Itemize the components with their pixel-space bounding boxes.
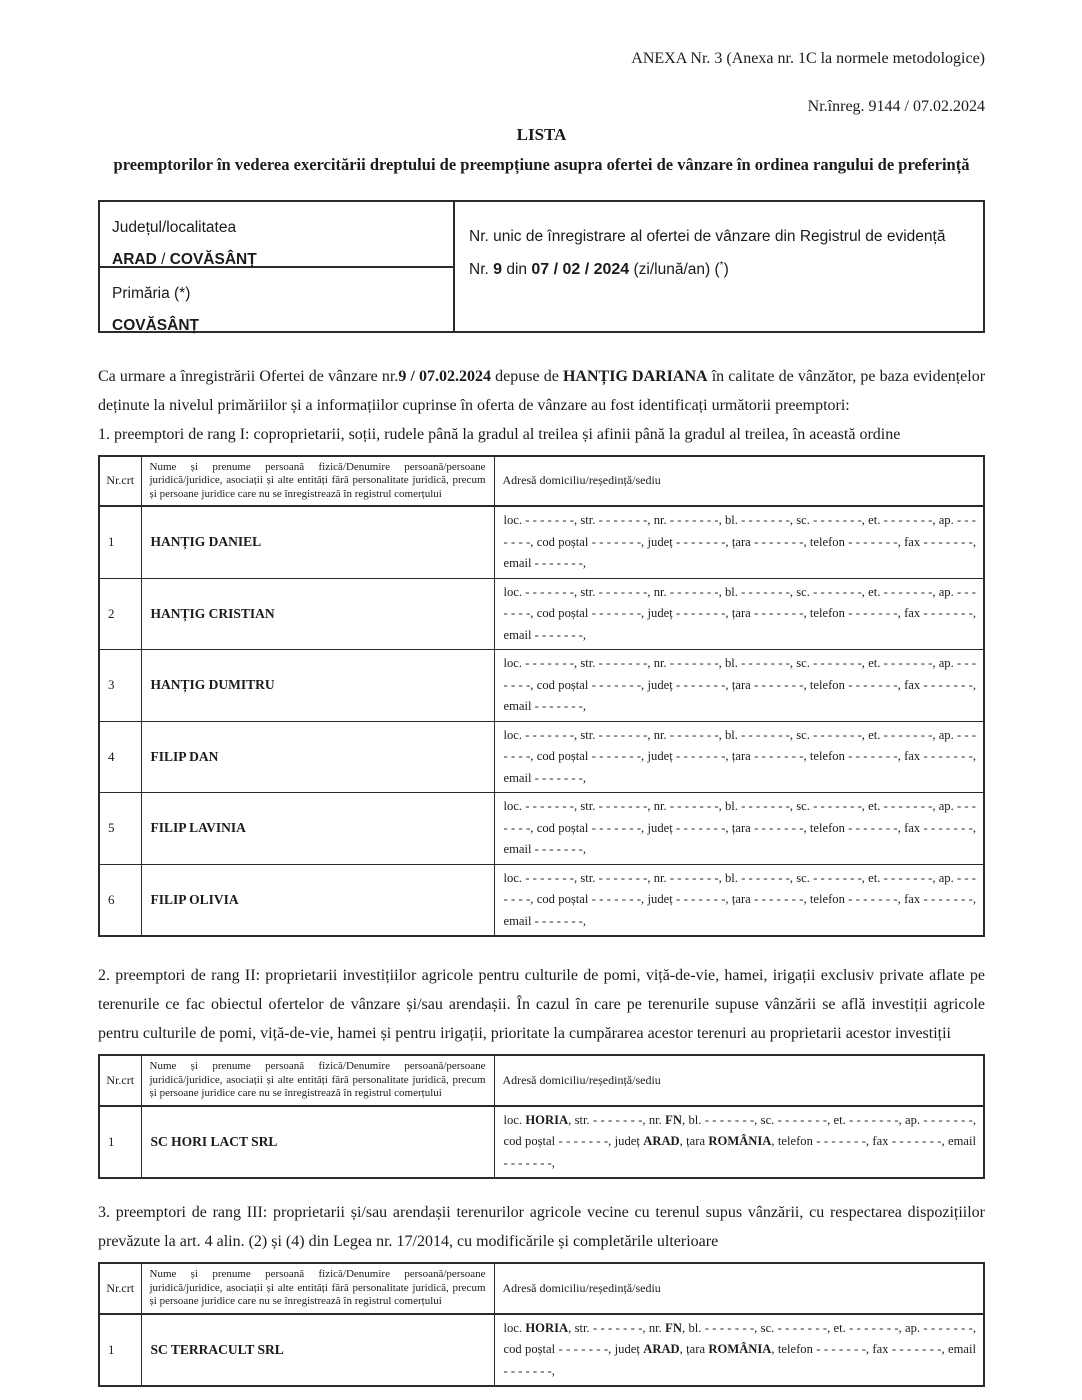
county-value: ARAD bbox=[112, 250, 157, 268]
table-row bbox=[99, 650, 984, 722]
table-row bbox=[99, 721, 984, 793]
seller-name: HANȚIG DARIANA bbox=[562, 367, 708, 385]
reg-suffix: (zi/lună/an) ( bbox=[629, 260, 720, 278]
address-country-value: ROMÂNIA bbox=[708, 1134, 772, 1148]
rank3-preemptors-table bbox=[98, 1262, 985, 1387]
table-header-row bbox=[99, 1263, 984, 1314]
address-text: , țara bbox=[679, 1342, 709, 1356]
column-header-name: Nume și prenume persoană fizică/Denumire persoană/persoane juridică/juridice, asociații și alte entități fără personalitate juridică, precum și persoane juridice care nu se înregistrează în registrul comerțului bbox=[141, 1263, 494, 1314]
annex-reference-line: ANEXA Nr. 3 (Anexa nr. 1C la normele metodologice) bbox=[631, 50, 985, 67]
row-number-cell: 2 bbox=[99, 578, 141, 650]
preemptor-name-cell: SC TERRACULT SRL bbox=[141, 1314, 494, 1387]
offer-registration-cell bbox=[455, 202, 983, 331]
table-row bbox=[99, 578, 984, 650]
address-cell: loc. - - - - - - -, str. - - - - - - -, nr. - - - - - - -, bl. - - - - - - -, sc. - - - - - - -, et. - - - - - - -, ap. - - - - - - -, cod poștal - - - - - - -, județ - - - - - - -, țara - - - - - - -, telefon - - - - - - -, fax - - - - - - -, email - - - - - - -, bbox=[494, 864, 984, 936]
address-country-value: ROMÂNIA bbox=[708, 1342, 772, 1356]
address-cell: loc. - - - - - - -, str. - - - - - - -, nr. - - - - - - -, bl. - - - - - - -, sc. - - - - - - -, et. - - - - - - -, ap. - - - - - - -, cod poștal - - - - - - -, județ - - - - - - -, țara - - - - - - -, telefon - - - - - - -, fax - - - - - - -, email - - - - - - -, bbox=[494, 578, 984, 650]
rank1-section-label: 1. preemptori de rang I: coproprietarii, soții, rudele până la gradul al treilea și afinii până la gradul al treilea, în această ordine bbox=[98, 425, 901, 443]
rank3-section-label: 3. preemptori de rang III: proprietarii și/sau arendașii terenurilor agricole vecine cu terenul supus vânzării, cu respectarea dispozițiilor prevăzute la art. 4 alin. (2) și (4) din Legea nr. 17/2014, cu modificările și completările ulterioare bbox=[98, 1204, 985, 1250]
column-header-number: Nr.crt bbox=[99, 1263, 141, 1314]
address-cell: loc. - - - - - - -, str. - - - - - - -, nr. - - - - - - -, bl. - - - - - - -, sc. - - - - - - -, et. - - - - - - -, ap. - - - - - - -, cod poștal - - - - - - -, județ - - - - - - -, țara - - - - - - -, telefon - - - - - - -, fax - - - - - - -, email - - - - - - -, bbox=[494, 793, 984, 865]
address-cell: loc. - - - - - - -, str. - - - - - - -, nr. - - - - - - -, bl. - - - - - - -, sc. - - - - - - -, et. - - - - - - -, ap. - - - - - - -, cod poștal - - - - - - -, județ - - - - - - -, țara - - - - - - -, telefon - - - - - - -, fax - - - - - - -, email - - - - - - -, bbox=[494, 721, 984, 793]
address-locality-value: HORIA bbox=[525, 1112, 569, 1127]
county-registration-box bbox=[98, 200, 985, 333]
preemptor-name-cell: HANȚIG DANIEL bbox=[141, 506, 494, 578]
reg-din: din bbox=[502, 260, 532, 278]
address-county-value: ARAD bbox=[643, 1134, 680, 1148]
locality-value: COVĂSÂNȚ bbox=[169, 250, 257, 268]
address-cell bbox=[494, 1106, 984, 1179]
address-streetno-value: FN bbox=[665, 1320, 682, 1335]
address-county-value: ARAD bbox=[643, 1342, 680, 1356]
address-text: , str. - - - - - - -, nr. bbox=[568, 1320, 666, 1335]
registration-number-line: Nr.înreg. 9144 / 07.02.2024 bbox=[807, 98, 985, 115]
row-number-cell: 1 bbox=[99, 506, 141, 578]
intro-paragraph bbox=[98, 362, 985, 420]
table-header-row bbox=[99, 456, 984, 507]
address-text: , bl. - - - - - - -, sc. - - - - - - -, et. - - - - - - -, ap. - - - - - - -, cod poștal - - - - - - -, județ bbox=[503, 1320, 976, 1356]
row-number-cell: 1 bbox=[99, 1314, 141, 1387]
column-header-address: Adresă domiciliu/reședință/sediu bbox=[494, 1263, 984, 1314]
offer-number-value: 9 / 07.02.2024 bbox=[398, 367, 492, 385]
address-cell bbox=[494, 1314, 984, 1387]
offer-registration-text: Nr. unic de înregistrare al ofertei de vânzare din Registrul de evidență bbox=[469, 227, 946, 245]
preemptor-name-cell: HANȚIG DUMITRU bbox=[141, 650, 494, 722]
column-header-address: Adresă domiciliu/reședință/sediu bbox=[494, 1055, 984, 1106]
table-row bbox=[99, 506, 984, 578]
reg-prefix: Nr. bbox=[469, 260, 494, 278]
column-header-number: Nr.crt bbox=[99, 456, 141, 507]
address-cell: loc. - - - - - - -, str. - - - - - - -, nr. - - - - - - -, bl. - - - - - - -, sc. - - - - - - -, et. - - - - - - -, ap. - - - - - - -, cod poștal - - - - - - -, județ - - - - - - -, țara - - - - - - -, telefon - - - - - - -, fax - - - - - - -, email - - - - - - -, bbox=[494, 506, 984, 578]
address-text: loc. bbox=[503, 1112, 526, 1127]
reg-date-value: 07 / 02 / 2024 bbox=[531, 260, 630, 278]
document-content bbox=[98, 0, 985, 1387]
address-text: , telefon - - - - - - -, fax - - - - - - -, email - - - - - - -, bbox=[503, 1342, 977, 1378]
offer-registration-number-line bbox=[469, 253, 969, 286]
column-header-address: Adresă domiciliu/reședință/sediu bbox=[494, 456, 984, 507]
table-row bbox=[99, 793, 984, 865]
preemptor-name-cell: FILIP DAN bbox=[141, 721, 494, 793]
cityhall-value: COVĂSÂNȚ bbox=[112, 316, 199, 334]
document-subtitle: preemptorilor în vederea exercitării dreptului de preempțiune asupra ofertei de vânzare în ordinea rangului de preferință bbox=[113, 155, 970, 174]
address-text: , bl. - - - - - - -, sc. - - - - - - -, et. - - - - - - -, ap. - - - - - - -, cod poștal - - - - - - -, județ bbox=[503, 1112, 976, 1148]
table-row bbox=[99, 1106, 984, 1179]
address-cell: loc. - - - - - - -, str. - - - - - - -, nr. - - - - - - -, bl. - - - - - - -, sc. - - - - - - -, et. - - - - - - -, ap. - - - - - - -, cod poștal - - - - - - -, județ - - - - - - -, țara - - - - - - -, telefon - - - - - - -, fax - - - - - - -, email - - - - - - -, bbox=[494, 650, 984, 722]
preemptor-name-cell: FILIP OLIVIA bbox=[141, 864, 494, 936]
rank2-section-label: 2. preemptori de rang II: proprietarii investițiilor agricole pentru culturile de pomi, viță-de-vie, hamei, irigații exclusiv private aflate pe terenurile ce fac obiectul ofertelor de vânzare și/sau arendașii. În cazul în care pe terenurile supuse vânzării se află investiții agricole pentru culturile de pomi, viță-de-vie, hamei și pentru irigații, prioritate la cumpărarea acestor terenuri au proprietarii acestor investiții bbox=[98, 967, 985, 1042]
document-title: LISTA bbox=[516, 125, 567, 144]
intro-text-3: în calitate de vânzător, pe baza evidențelor deținute la nivelul primăriilor și a informațiilor cuprinse în oferta de vânzare au fost identificați următorii preemptori: bbox=[98, 367, 986, 414]
row-number-cell: 1 bbox=[99, 1106, 141, 1179]
row-number-cell: 5 bbox=[99, 793, 141, 865]
intro-text-2: depuse de bbox=[491, 367, 563, 385]
row-number-cell: 4 bbox=[99, 721, 141, 793]
rank1-preemptors-table bbox=[98, 455, 985, 938]
preemptor-name-cell: FILIP LAVINIA bbox=[141, 793, 494, 865]
reg-close-paren: ) bbox=[723, 260, 729, 278]
county-locality-label: Județul/localitatea bbox=[112, 218, 237, 236]
intro-text-1: Ca urmare a înregistrării Ofertei de vânzare nr. bbox=[98, 367, 399, 385]
address-text: , telefon - - - - - - -, fax - - - - - - -, email - - - - - - -, bbox=[503, 1134, 977, 1170]
row-number-cell: 6 bbox=[99, 864, 141, 936]
cityhall-label: Primăria (*) bbox=[112, 284, 191, 302]
reg-number-value: 9 bbox=[493, 260, 503, 278]
column-header-name: Nume și prenume persoană fizică/Denumire persoană/persoane juridică/juridice, asociații și alte entități fără personalitate juridică, precum și persoane juridice care nu se înregistrează în registrul comerțului bbox=[141, 1055, 494, 1106]
cityhall-cell bbox=[100, 268, 455, 334]
address-streetno-value: FN bbox=[665, 1112, 682, 1127]
row-number-cell: 3 bbox=[99, 650, 141, 722]
preemptor-name-cell: HANȚIG CRISTIAN bbox=[141, 578, 494, 650]
county-locality-cell bbox=[100, 202, 455, 268]
column-header-number: Nr.crt bbox=[99, 1055, 141, 1106]
address-text: , țara bbox=[679, 1134, 709, 1148]
address-text: , str. - - - - - - -, nr. bbox=[568, 1112, 666, 1127]
table-header-row bbox=[99, 1055, 984, 1106]
address-locality-value: HORIA bbox=[525, 1320, 569, 1335]
table-row bbox=[99, 1314, 984, 1387]
county-separator: / bbox=[156, 250, 170, 268]
rank2-preemptors-table bbox=[98, 1054, 985, 1179]
table-row bbox=[99, 864, 984, 936]
footnote-asterisk: * bbox=[719, 259, 724, 271]
column-header-name: Nume și prenume persoană fizică/Denumire persoană/persoane juridică/juridice, asociații și alte entități fără personalitate juridică, precum și persoane juridice care nu se înregistrează în registrul comerțului bbox=[141, 456, 494, 507]
address-text: loc. bbox=[503, 1320, 526, 1335]
preemptor-name-cell: SC HORI LACT SRL bbox=[141, 1106, 494, 1179]
